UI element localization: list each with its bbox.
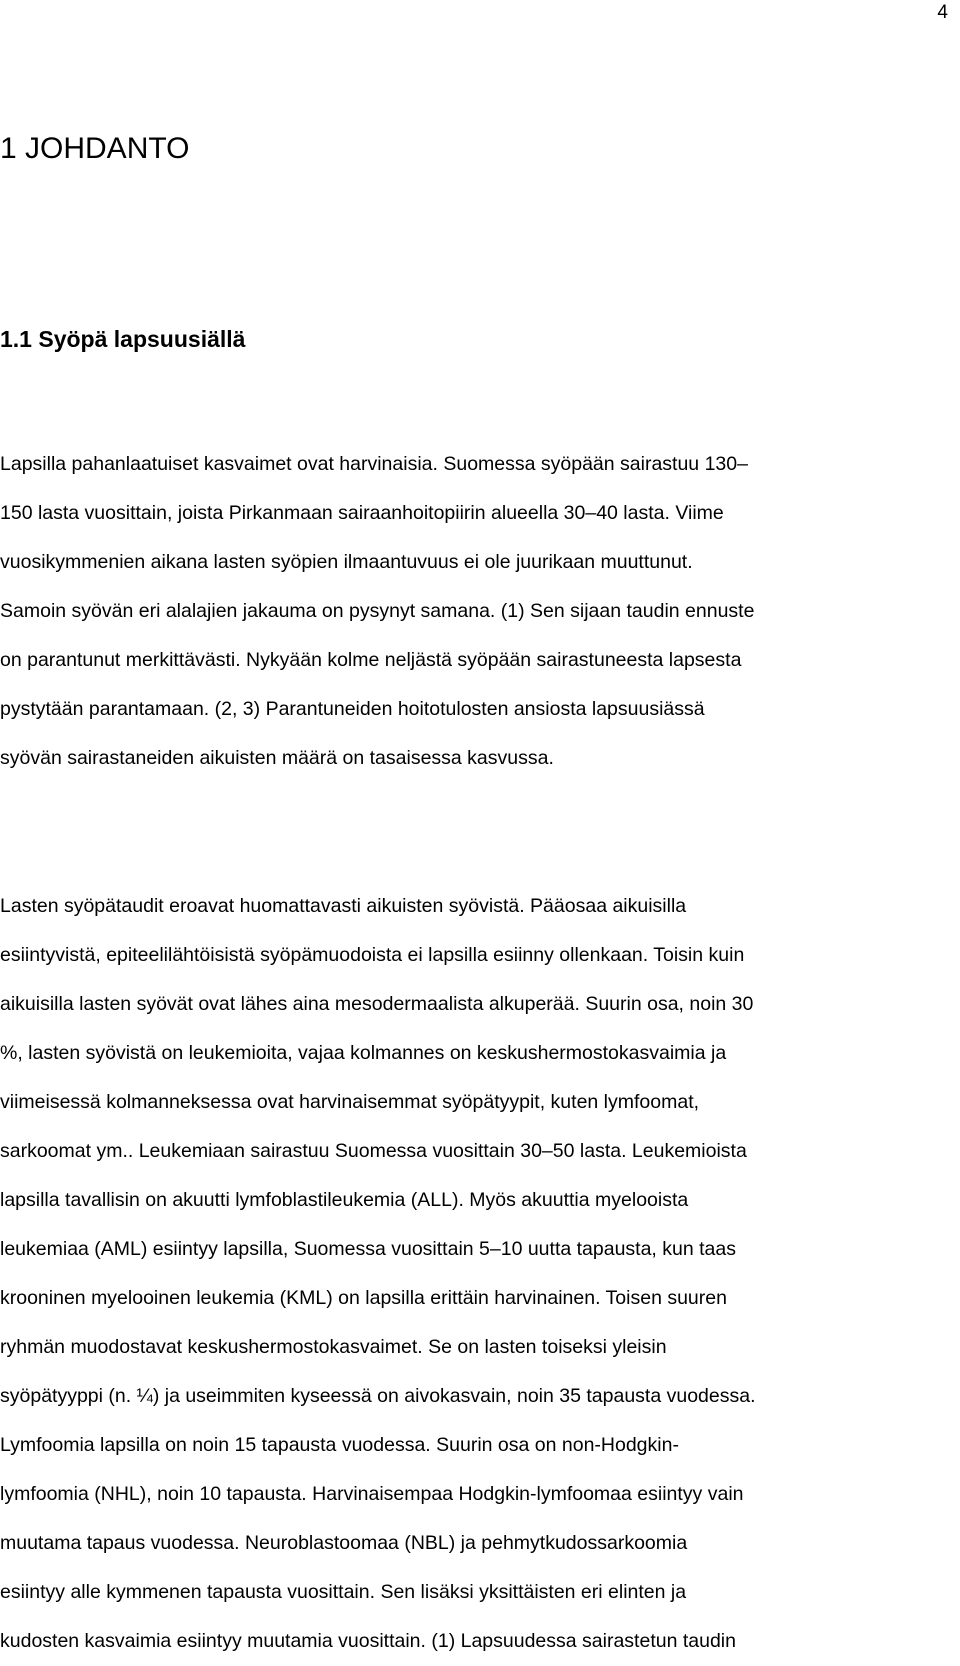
- paragraph-intro: [0, 440, 960, 783]
- text-line: Samoin syövän eri alalajien jakauma on pysynyt samana. (1) Sen sijaan taudin ennuste: [0, 600, 755, 622]
- text-line: Lapsilla pahanlaatuiset kasvaimet ovat harvinaisia. Suomessa syöpään sairastuu 130–: [0, 453, 748, 475]
- text-line: vuosikymmenien aikana lasten syöpien ilmaantuvuus ei ole juurikaan muuttunut.: [0, 551, 693, 573]
- text-line: Lymfoomia lapsilla on noin 15 tapausta vuodessa. Suurin osa on non-Hodgkin-: [0, 1434, 679, 1456]
- text-line: krooninen myelooinen leukemia (KML) on lapsilla erittäin harvinainen. Toisen suuren: [0, 1287, 727, 1309]
- text-line: kudosten kasvaimia esiintyy muutamia vuosittain. (1) Lapsuudessa sairastetun taudin: [0, 1630, 736, 1652]
- text-line: syöpätyyppi (n. ¼) ja useimmiten kyseessä on aivokasvain, noin 35 tapausta vuodessa.: [0, 1385, 756, 1407]
- text-line: on parantunut merkittävästi. Nykyään kolme neljästä syöpään sairastuneesta lapsesta: [0, 649, 742, 671]
- paragraph-cancer-types: [0, 882, 960, 1666]
- text-line: ryhmän muodostavat keskushermostokasvaimet. Se on lasten toiseksi yleisin: [0, 1336, 667, 1358]
- text-line: esiintyvistä, epiteelilähtöisistä syöpämuodoista ei lapsilla esiinny ollenkaan. Toisin kuin: [0, 944, 745, 966]
- text-line: sarkoomat ym.. Leukemiaan sairastuu Suomessa vuosittain 30–50 lasta. Leukemioista: [0, 1140, 747, 1162]
- text-line: Lasten syöpätaudit eroavat huomattavasti aikuisten syövistä. Pääosaa aikuisilla: [0, 895, 687, 917]
- text-line: esiintyy alle kymmenen tapausta vuosittain. Sen lisäksi yksittäisten eri elinten ja: [0, 1581, 687, 1603]
- text-line: pystytään parantamaan. (2, 3) Parantuneiden hoitotulosten ansiosta lapsuusiässä: [0, 698, 705, 720]
- chapter-heading: 1 JOHDANTO: [0, 132, 190, 165]
- text-line: %, lasten syövistä on leukemioita, vajaa kolmannes on keskushermostokasvaimia ja: [0, 1042, 727, 1064]
- text-line: lymfoomia (NHL), noin 10 tapausta. Harvinaisempaa Hodgkin-lymfoomaa esiintyy vain: [0, 1483, 744, 1505]
- text-line: 150 lasta vuosittain, joista Pirkanmaan sairaanhoitopiirin alueella 30–40 lasta. Viime: [0, 502, 724, 524]
- text-line: viimeisessä kolmanneksessa ovat harvinaisemmat syöpätyypit, kuten lymfoomat,: [0, 1091, 700, 1113]
- text-line: leukemiaa (AML) esiintyy lapsilla, Suomessa vuosittain 5–10 uutta tapausta, kun taas: [0, 1238, 736, 1260]
- text-line: syövän sairastaneiden aikuisten määrä on tasaisessa kasvussa.: [0, 747, 554, 769]
- text-line: lapsilla tavallisin on akuutti lymfoblastileukemia (ALL). Myös akuuttia myelooista: [0, 1189, 689, 1211]
- text-line: muutama tapaus vuodessa. Neuroblastoomaa (NBL) ja pehmytkudossarkoomia: [0, 1532, 688, 1554]
- page-number: 4: [937, 2, 948, 23]
- text-line: aikuisilla lasten syövät ovat lähes aina mesodermaalista alkuperää. Suurin osa, noin 30: [0, 993, 754, 1015]
- section-heading: 1.1 Syöpä lapsuusiällä: [0, 326, 246, 352]
